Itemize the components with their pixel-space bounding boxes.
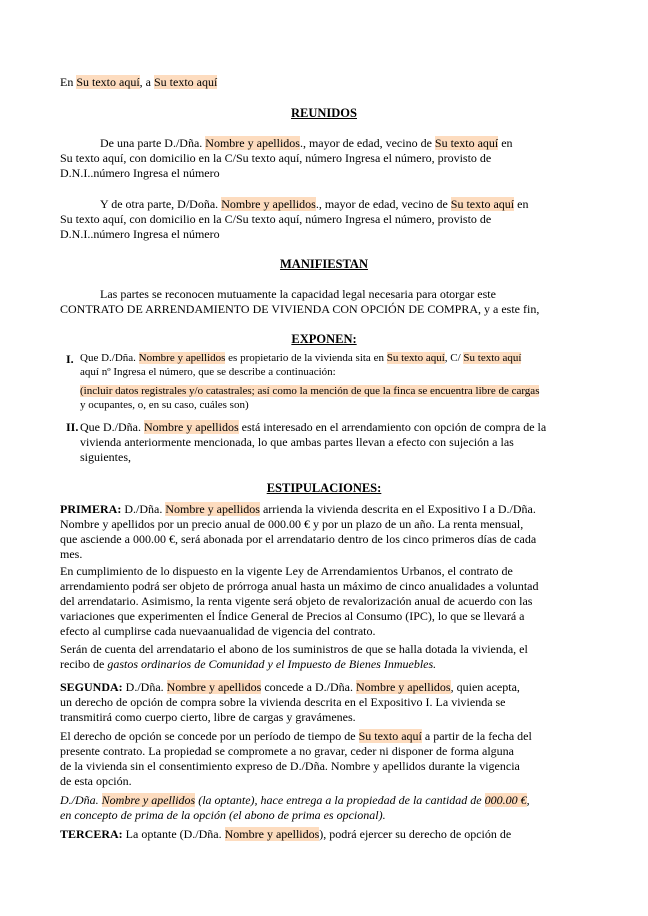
line: mes. bbox=[60, 547, 83, 561]
line: aquí nº Ingresa el número, que se describe a continuación: bbox=[80, 365, 336, 378]
roman-numeral: I. bbox=[66, 352, 74, 366]
intro-text: En bbox=[60, 75, 77, 89]
name-field[interactable]: Nombre y apellidos bbox=[221, 197, 316, 211]
line: y ocupantes, o, en su caso, cuáles son) bbox=[80, 398, 249, 411]
placeholder-field[interactable]: Su texto aquí bbox=[154, 75, 218, 89]
line: El derecho de opción se concede por un período de tiempo de Su texto aquí a partir de la fecha del bbox=[60, 729, 532, 743]
line: Las partes se reconocen mutuamente la capacidad legal necesaria para otorgar este bbox=[100, 287, 496, 301]
line: recibo de gastos ordinarios de Comunidad y el Impuesto de Bienes Inmuebles. bbox=[60, 657, 437, 671]
clause-segunda bbox=[60, 680, 588, 823]
clause-label: PRIMERA: bbox=[60, 502, 122, 516]
amount-field[interactable]: 000.00 € bbox=[484, 793, 527, 807]
line: de esta opción. bbox=[60, 774, 132, 788]
clause-label: TERCERA: bbox=[60, 827, 123, 841]
placeholder-field[interactable]: Su texto aquí bbox=[450, 197, 515, 211]
line: Su texto aquí, con domicilio en la C/Su texto aquí, número Ingresa el número, provisto de bbox=[60, 212, 492, 226]
line: presente contrato. La propiedad se compromete a no gravar, ceder ni disponer de forma alguna bbox=[60, 744, 514, 758]
clause-primera bbox=[60, 502, 588, 672]
line: Que D./Dña. Nombre y apellidos es propietario de la vivienda sita en Su texto aquí, C/ Su texto aquí bbox=[80, 352, 522, 364]
placeholder-field[interactable]: Su texto aquí bbox=[76, 75, 140, 89]
line: Que D./Dña. Nombre y apellidos está interesado en el arrendamiento con opción de compra de la bbox=[80, 420, 547, 434]
heading-manifiestan: MANIFIESTAN bbox=[280, 257, 368, 271]
line: Serán de cuenta del arrendatario el abono de los suministros de que se halla dotada la vivienda, el bbox=[60, 642, 528, 656]
intro-text: , a bbox=[139, 75, 154, 89]
heading-estipulaciones: ESTIPULACIONES: bbox=[266, 481, 382, 495]
name-field[interactable]: Nombre y apellidos bbox=[166, 680, 262, 694]
line: en concepto de prima de la opción (el abono de prima es opcional). bbox=[60, 808, 386, 822]
line: SEGUNDA: D./Dña. Nombre y apellidos concede a D./Dña. Nombre y apellidos, quien acepta, bbox=[60, 680, 520, 694]
name-field[interactable]: Nombre y apellidos bbox=[101, 793, 196, 807]
name-field[interactable]: Nombre y apellidos bbox=[224, 827, 320, 841]
name-field[interactable]: Nombre y apellidos bbox=[205, 136, 300, 150]
line: CONTRATO DE ARRENDAMIENTO DE VIVIENDA CON OPCIÓN DE COMPRA, y a este fin, bbox=[60, 302, 540, 316]
line: D.N.I..número Ingresa el número bbox=[60, 227, 220, 241]
line: vivienda anteriormente mencionada, lo que ambas partes llevan a efecto con sujeción a las bbox=[80, 435, 514, 449]
roman-numeral: II. bbox=[66, 420, 79, 434]
line: arrendamiento podrá ser objeto de prórroga anual hasta un máximo de cinco anualidades a voluntad bbox=[60, 579, 539, 593]
line: efecto al cumplirse cada nuevaanualidad de vigencia del contrato. bbox=[60, 624, 376, 638]
line: del arrendatario. Asimismo, la renta vigente será objeto de revalorización anual de acuerdo con las bbox=[60, 594, 533, 608]
exponen-item-2 bbox=[80, 420, 586, 465]
line: D.N.I..número Ingresa el número bbox=[60, 166, 220, 180]
line: D./Dña. Nombre y apellidos (la optante), hace entrega a la propiedad de la cantidad de 000.00 €, bbox=[60, 793, 530, 807]
note-placeholder[interactable]: (incluir datos registrales y/o catastrales; así como la mención de que la finca se encuentra libre de cargas bbox=[80, 385, 540, 397]
intro-line bbox=[60, 75, 588, 90]
name-field[interactable]: Nombre y apellidos bbox=[143, 420, 239, 434]
line: De una parte D./Dña. Nombre y apellidos., mayor de edad, vecino de Su texto aquí en bbox=[100, 136, 513, 150]
name-field[interactable]: Nombre y apellidos bbox=[355, 680, 451, 694]
paragraph-reunidos-2 bbox=[60, 197, 588, 242]
line: Nombre y apellidos por un precio anual de 000.00 € y por un plazo de un año. La renta mensual, bbox=[60, 517, 524, 531]
line: que asciende a 000.00 €, será abonada por el arrendatario dentro de los cinco primeros días de cada bbox=[60, 532, 537, 546]
placeholder-field[interactable]: Su texto aquí bbox=[463, 352, 522, 364]
line: transmitirá como cuerpo cierto, libre de cargas y gravámenes. bbox=[60, 710, 356, 724]
line: de la vivienda sin el consentimiento expreso de D./Dña. Nombre y apellidos durante la vigencia bbox=[60, 759, 520, 773]
line: PRIMERA: D./Dña. Nombre y apellidos arrienda la vivienda descrita en el Expositivo I a D./Dña. bbox=[60, 502, 536, 516]
heading-reunidos: REUNIDOS bbox=[291, 106, 357, 120]
line: variaciones que experimenten el Índice General de Precios al Consumo (IPC), lo que se llevará a bbox=[60, 609, 525, 623]
line: Su texto aquí, con domicilio en la C/Su texto aquí, número Ingresa el número, provisto de bbox=[60, 151, 492, 165]
paragraph-reunidos-1 bbox=[60, 136, 588, 181]
placeholder-field[interactable]: Su texto aquí bbox=[386, 352, 445, 364]
name-field[interactable]: Nombre y apellidos bbox=[165, 502, 260, 516]
heading-exponen: EXPONEN: bbox=[291, 332, 357, 346]
placeholder-field[interactable]: Su texto aquí bbox=[358, 729, 422, 743]
line: En cumplimiento de lo dispuesto en la vigente Ley de Arrendamientos Urbanos, el contrato de bbox=[60, 564, 513, 578]
line: siguientes, bbox=[80, 450, 131, 464]
name-field[interactable]: Nombre y apellidos bbox=[138, 352, 226, 364]
clause-label: SEGUNDA: bbox=[60, 680, 123, 694]
placeholder-field[interactable]: Su texto aquí bbox=[434, 136, 499, 150]
line: un derecho de opción de compra sobre la vivienda descrita en el Expositivo I. La vivienda se bbox=[60, 695, 506, 709]
clause-tercera: TERCERA: La optante (D./Dña. Nombre y apellidos), podrá ejercer su derecho de opción de bbox=[60, 827, 512, 841]
paragraph-manifiestan bbox=[60, 287, 588, 317]
exponen-item-1 bbox=[80, 352, 586, 412]
line: Y de otra parte, D/Doña. Nombre y apellidos., mayor de edad, vecino de Su texto aquí en bbox=[100, 197, 529, 211]
